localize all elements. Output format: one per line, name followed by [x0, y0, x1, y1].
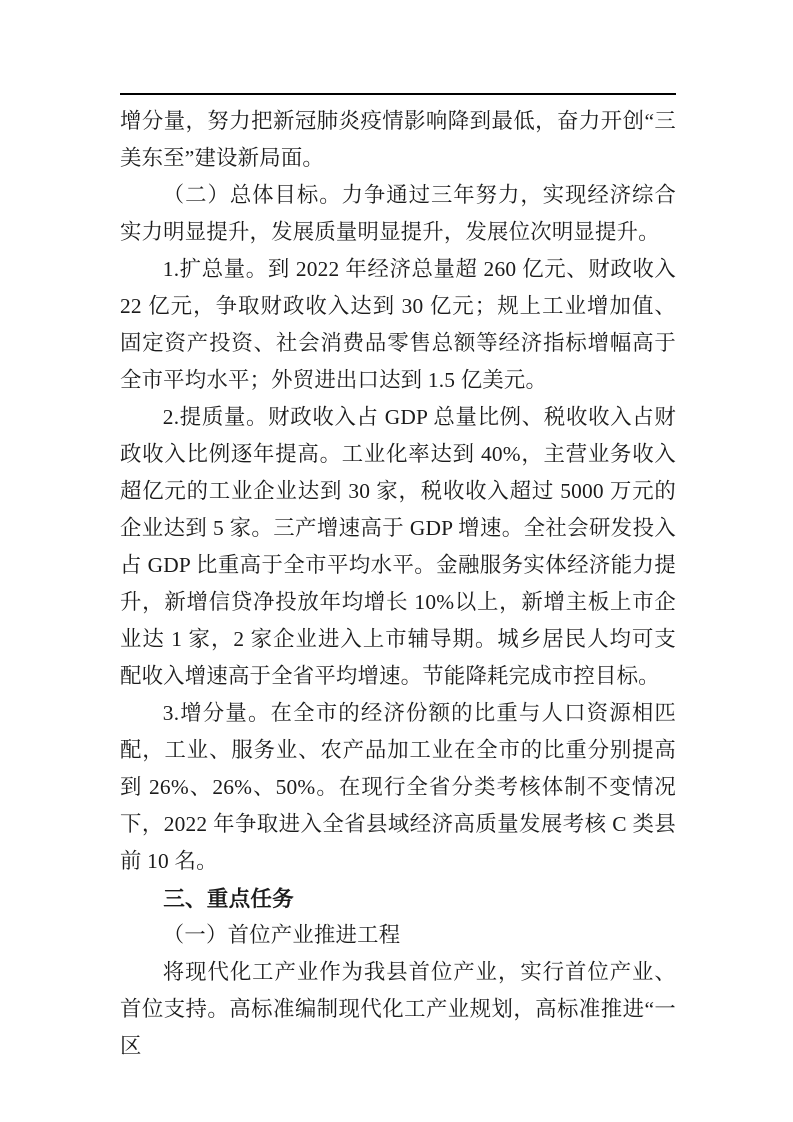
paragraph-primary-industry-text: 将现代化工产业作为我县首位产业，实行首位产业、首位支持。高标准编制现代化工产业规划，高标准推进“一区: [120, 960, 676, 1058]
paragraph-item-2-improve-quality: [120, 399, 676, 695]
document-body: [120, 103, 676, 1065]
item-2-text: 财政收入占 GDP 总量比例、税收收入占财政收入比例逐年提高。工业化率达到 40%，主营业务收入超亿元的工业企业达到 30 家，税收收入超过 5000 万元的企业达到 5 家。三产增速高于 GDP 增速。全社会研发投入占 GDP 比重高于全市平均水平。金融服务实体经济能力提升，新增信贷净投放年均增长 10%以上，新增主板上市企业达 1 家，2 家企业进入上市辅导期。城乡居民人均可支配收入增速高于全省平均增速。节能降耗完成市控目标。: [120, 405, 676, 688]
header-divider-rule: [120, 93, 676, 95]
overall-goal-text: 力争通过三年努力，实现经济综合实力明显提升，发展质量明显提升，发展位次明显提升。: [120, 183, 676, 244]
paragraph-continuation-text: 增分量，努力把新冠肺炎疫情影响降到最低，奋力开创“三美东至”建设新局面。: [120, 109, 676, 170]
paragraph-item-3-increase-share: [120, 695, 676, 880]
item-3-lead: 3.增分量。: [162, 701, 271, 725]
item-3-text: 在全市的经济份额的比重与人口资源相匹配，工业、服务业、农产品加工业在全市的比重分别提高到 26%、26%、50%。在现行全省分类考核体制不变情况下，2022 年争取进入全省县域经济高质量发展考核 C 类县前 10 名。: [120, 701, 676, 873]
paragraph-primary-industry: [120, 954, 676, 1065]
paragraph-overall-goal: [120, 177, 676, 251]
paragraph-item-1-expand-total: [120, 251, 676, 399]
item-1-text: 到 2022 年经济总量超 260 亿元、财政收入 22 亿元，争取财政收入达到 30 亿元；规上工业增加值、固定资产投资、社会消费品零售总额等经济指标增幅高于全市平均水平；外贸进出口达到 1.5 亿美元。: [120, 257, 677, 392]
section-heading-key-tasks: 三、重点任务: [163, 886, 294, 911]
item-1-lead: 1.扩总量。: [162, 257, 268, 281]
overall-goal-lead: （二）总体目标。: [162, 183, 342, 207]
paragraph-continuation: [120, 103, 676, 177]
item-2-lead: 2.提质量。: [162, 405, 269, 429]
sub-heading-primary-industry-project: （一）首位产业推进工程: [162, 923, 401, 947]
